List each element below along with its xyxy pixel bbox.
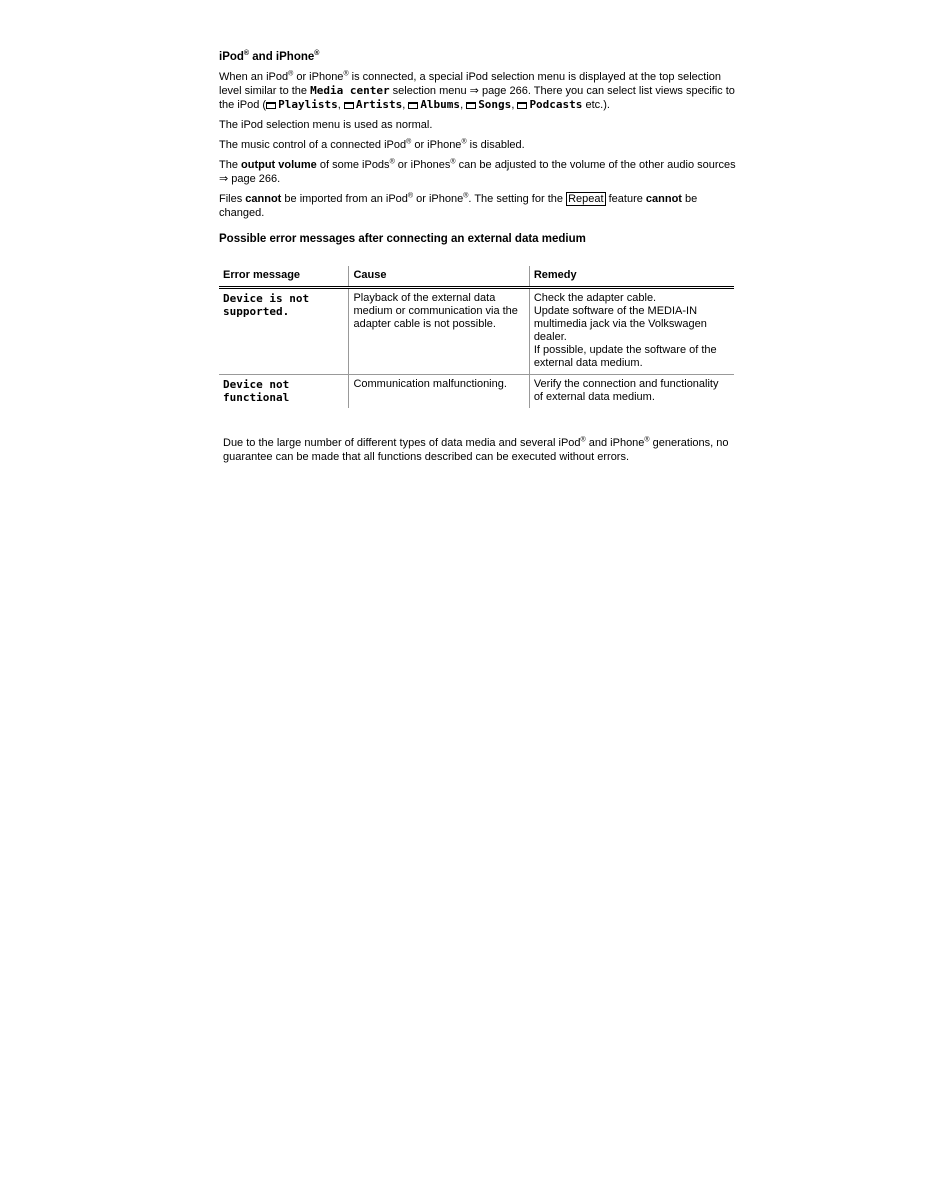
folder-icon <box>344 102 354 109</box>
header-cause: Cause <box>349 266 529 288</box>
text: The music control of a connected iPod <box>219 139 407 151</box>
remedy-cell <box>529 375 734 409</box>
cannot-term: cannot <box>245 193 282 205</box>
music-control-paragraph <box>219 138 739 152</box>
registered-mark: ® <box>580 436 586 444</box>
registered-mark: ® <box>407 192 414 200</box>
registered-mark: ® <box>314 50 320 58</box>
text: of some iPods <box>316 159 390 171</box>
intro-paragraph: When an iPod® or iPhone® is connected, a special iPod selection menu is displayed at the top selection level similar to the Media center selection menu ⇒ page 266. There you can select list views specific to the iPod ( Playlists, Artists, Albums, Songs, Podcasts etc.). <box>219 70 735 111</box>
list-view-podcasts: Podcasts <box>529 98 583 111</box>
error-message-cell: Device is not supported. <box>219 288 349 375</box>
text: is connected, a special iPod selection menu is displayed at the top selection level similar to the <box>219 71 721 97</box>
registered-mark: ® <box>450 158 456 166</box>
text: Files <box>219 193 246 205</box>
text: be changed. <box>219 193 698 219</box>
folder-icon <box>408 102 418 109</box>
text: or iPhone <box>411 139 462 151</box>
text: When an iPod <box>219 71 289 83</box>
text: or iPhones <box>394 159 451 171</box>
page-content <box>219 50 739 470</box>
registered-mark: ® <box>288 70 294 78</box>
text: etc.). <box>582 99 610 111</box>
registered-mark: ® <box>644 436 650 444</box>
output-volume-paragraph <box>219 158 739 186</box>
text: The <box>219 159 242 171</box>
error-message-cell: Device not functional <box>223 378 290 404</box>
folder-icon <box>466 102 476 109</box>
text: generations, no guarantee can be made that all functions described can be executed without errors. <box>223 437 729 463</box>
remedy-line: If possible, update the software of the external data medium. <box>533 344 717 369</box>
header-remedy: Remedy <box>529 266 734 288</box>
text: be imported from an iPod <box>281 193 408 205</box>
remedy-line: Verify the connection and functionality of external data medium. <box>533 378 719 403</box>
registered-mark: ® <box>343 70 349 78</box>
remedy-line: Check the adapter cable. <box>533 292 657 304</box>
files-paragraph <box>219 192 739 220</box>
registered-mark: ® <box>389 158 395 166</box>
folder-icon <box>517 102 527 109</box>
registered-mark: ® <box>243 50 250 58</box>
registered-mark: ® <box>406 138 412 146</box>
text: . The setting for the <box>468 193 567 205</box>
compatibility-note <box>219 436 739 464</box>
text: is disabled. <box>466 139 525 151</box>
media-center-label: Media center <box>310 84 390 97</box>
folder-icon <box>266 102 276 109</box>
list-view-playlists: Playlists <box>278 98 338 111</box>
cause-cell: Playback of the external data medium or communication via the adapter cable is not possible. <box>349 288 529 375</box>
text: feature <box>605 193 646 205</box>
remedy-cell <box>529 288 734 375</box>
table-row <box>219 375 734 409</box>
text: selection menu ⇒ page 266. There you can select list views specific to the iPod ( <box>219 85 735 111</box>
list-view-albums: Albums <box>420 98 461 111</box>
text: and iPhone <box>585 437 645 449</box>
registered-mark: ® <box>463 192 469 200</box>
output-volume-term: output volume <box>241 159 317 171</box>
selection-menu-paragraph: The iPod selection menu is used as normal. <box>219 119 433 131</box>
remedy-line: Update software of the MEDIA-IN multimedia jack via the Volkswagen dealer. <box>533 305 707 343</box>
section-title: iPod® and iPhone® <box>219 50 320 63</box>
text: Due to the large number of different types of data media and several iPod <box>223 437 581 449</box>
repeat-button-label: Repeat <box>568 193 604 205</box>
text: can be adjusted to the volume of the other audio sources ⇒ page 266. <box>219 159 736 185</box>
registered-mark: ® <box>461 138 467 146</box>
cannot-term: cannot <box>645 193 682 205</box>
text: or iPhone <box>293 71 344 83</box>
table-row <box>219 288 734 375</box>
error-messages-table <box>219 266 734 408</box>
list-view-songs: Songs <box>478 98 512 111</box>
text: or iPhone <box>413 193 464 205</box>
cause-cell: Communication malfunctioning. <box>349 375 529 409</box>
header-error-message: Error message <box>219 266 349 288</box>
list-view-artists: Artists <box>355 98 403 111</box>
error-messages-title: Possible error messages after connecting an external data medium <box>219 233 586 245</box>
table-header-row <box>219 266 734 288</box>
